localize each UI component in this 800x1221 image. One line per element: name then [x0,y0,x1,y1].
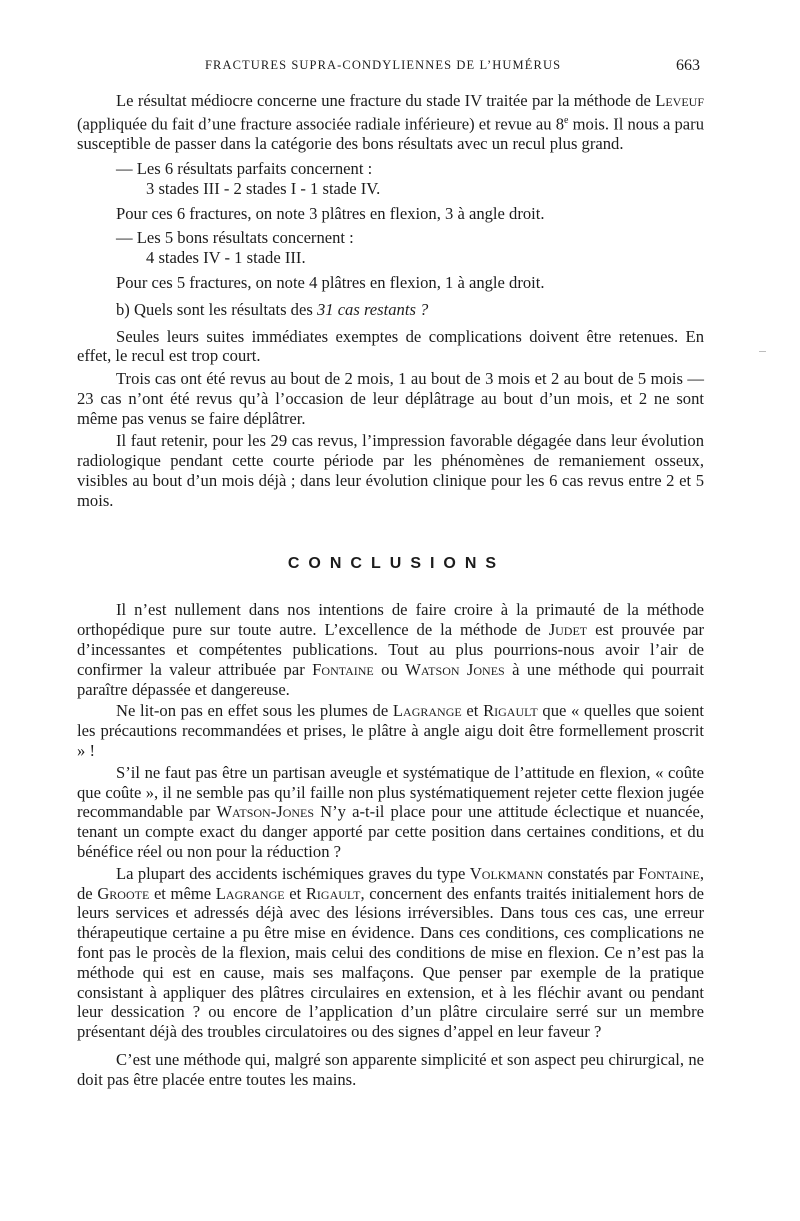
text-run: à une méthode qui pourrait paraître dépassée et dangereuse. [77,659,704,699]
margin-mark [759,351,766,352]
text-run: constatés par [543,863,639,883]
list-item-good-results: — Les 5 bons résultats concernent : [116,228,354,248]
section-heading-conclusions: CONCLUSIONS [287,554,506,572]
text-run: N’y a-t-il place pour une attitude éclectique et nuancée, tenant un compte exact du danger apporté par cette position dans certaines conditions, et du bénéfice réel ou non pour la réduction ? [77,802,704,862]
author-name: Judet [548,620,588,640]
author-name: Fontaine [638,863,700,883]
author-name: Lagrange [392,701,462,721]
author-name: Rigault [483,701,538,721]
text-run: et [461,701,484,721]
text-run: Il n’est nullement dans nos intentions de faire croire à la primauté de la méthode orthopédique pure sur toute autre. L’excellence de la méthode de [77,600,704,640]
author-name: Leveuf [655,91,704,110]
text-run: b) Quels sont les résultats des [116,299,317,319]
author-name: Watson Jones [405,659,505,679]
text-run: Le résultat médiocre concerne une fracture du stade IV traitée par la méthode de [116,91,656,110]
question-remaining-cases [77,300,704,320]
page-number: 663 [676,57,700,74]
italic-text: 31 cas restants ? [316,299,429,319]
paragraph-mediocre-result [77,91,704,154]
note-perfect-results: Pour ces 6 fractures, on note 3 plâtres en flexion, 3 à angle droit. [116,203,545,223]
author-name: Fontaine [312,659,374,679]
text-run: , de [77,863,704,903]
body-text [77,91,704,1090]
text-run: que « quelles que soient les précautions recommandées et prises, le plâtre à angle aigu doit être formellement proscrit » ! [77,701,704,761]
author-name: Volkmann [469,863,544,883]
paragraph-follow-up: Trois cas ont été revus au bout de 2 mois, 1 au bout de 3 mois et 2 au bout de 5 mois — 23 cas n’ont été revus qu’à l’occasion de leur déplâtrage au bout d’un mois, et 2 ne sont même pas venus se faire déplâtrer. [77,369,704,428]
text-run: La plupart des accidents ischémiques graves du type [116,863,470,883]
list-detail-perfect-results: 3 stades III - 2 stades I - 1 stade IV. [146,178,381,198]
note-good-results: Pour ces 5 fractures, on note 4 plâtres en flexion, 1 à angle droit. [116,272,545,292]
text-run: , concernent des enfants traités initialement hors de leurs services et adressés déjà avec des lésions irréversibles. Dans tous ces cas, une erreur thérapeutique certaine a pu être mise en évidence. Dans ces conditions, ces complications ne font pas le procès de la flexion, mais celui des conditions de mise en flexion. Ce n’est pas la méthode qui est en cause, mais ses malfaçons. Que penser par exemple de la pratique consistant à appliquer des plâtres circulaires en extension, et à les fléchir avant ou pendant leur dessication ? ou encore de l’application d’un plâtre circulaire serré sur un membre présentant déjà des troubles circulatoires ou des signes d’appel en leur faveur ? [77,883,704,1042]
paragraph-conclusion-1 [77,600,704,699]
list-detail-good-results: 4 stades IV - 1 stade III. [146,248,306,268]
text-run: et même [149,883,216,903]
paragraph-immediate-outcomes: Seules leurs suites immédiates exemptes de complications doivent être retenues. En effet, le recul est trop court. [77,326,704,366]
text-run: Ne lit-on pas en effet sous les plumes de [116,701,393,721]
paragraph-conclusion-2 [77,701,704,760]
paragraph-favorable-impression: Il faut retenir, pour les 29 cas revus, l’impression favorable dégagée dans leur évolution radiologique pendant cette courte période par les phénomènes de remaniement osseux, visibles au bout d’un mois déjà ; dans leur évolution clinique pour les 6 cas revus entre 2 et 5 mois. [77,431,704,510]
paragraph-conclusion-5: C’est une méthode qui, malgré son apparente simplicité et son aspect peu chirurgical, ne doit pas être placée entre toutes les mains. [77,1050,704,1089]
list-item-perfect-results: — Les 6 résultats parfaits concernent : [116,158,373,178]
text-run: S’il ne faut pas être un partisan aveugle et systématique de l’attitude en flexion, « coûte que coûte », il ne semble pas qu’il faille non plus systématiquement rejeter cette flexion jugée recommandable par [77,762,704,822]
text-run: (appliquée du fait d’une fracture associée radiale inférieure) et revue au 8 [77,114,565,134]
text-run: mois. Il nous a paru susceptible de passer dans la catégorie des bons résultats avec un recul plus grand. [77,114,704,154]
text-run: est prouvée par d’incessantes et compétentes publications. Tout au plus pourrions-nous avoir l’air de confirmer la valeur attribuée par [77,620,704,679]
paragraph-conclusion-3 [77,763,704,862]
text-run: et [284,883,306,903]
text-run: ou [373,659,406,679]
author-name: Lagrange [215,883,285,903]
author-name: Groote [97,883,150,903]
paragraph-conclusion-4 [77,864,704,1042]
author-name: Rigault [305,883,361,903]
superscript: e [564,114,569,126]
author-name: Watson-Jones [216,802,315,822]
running-title: FRACTURES SUPRA-CONDYLIENNES DE L’HUMÉRUS [205,58,562,72]
